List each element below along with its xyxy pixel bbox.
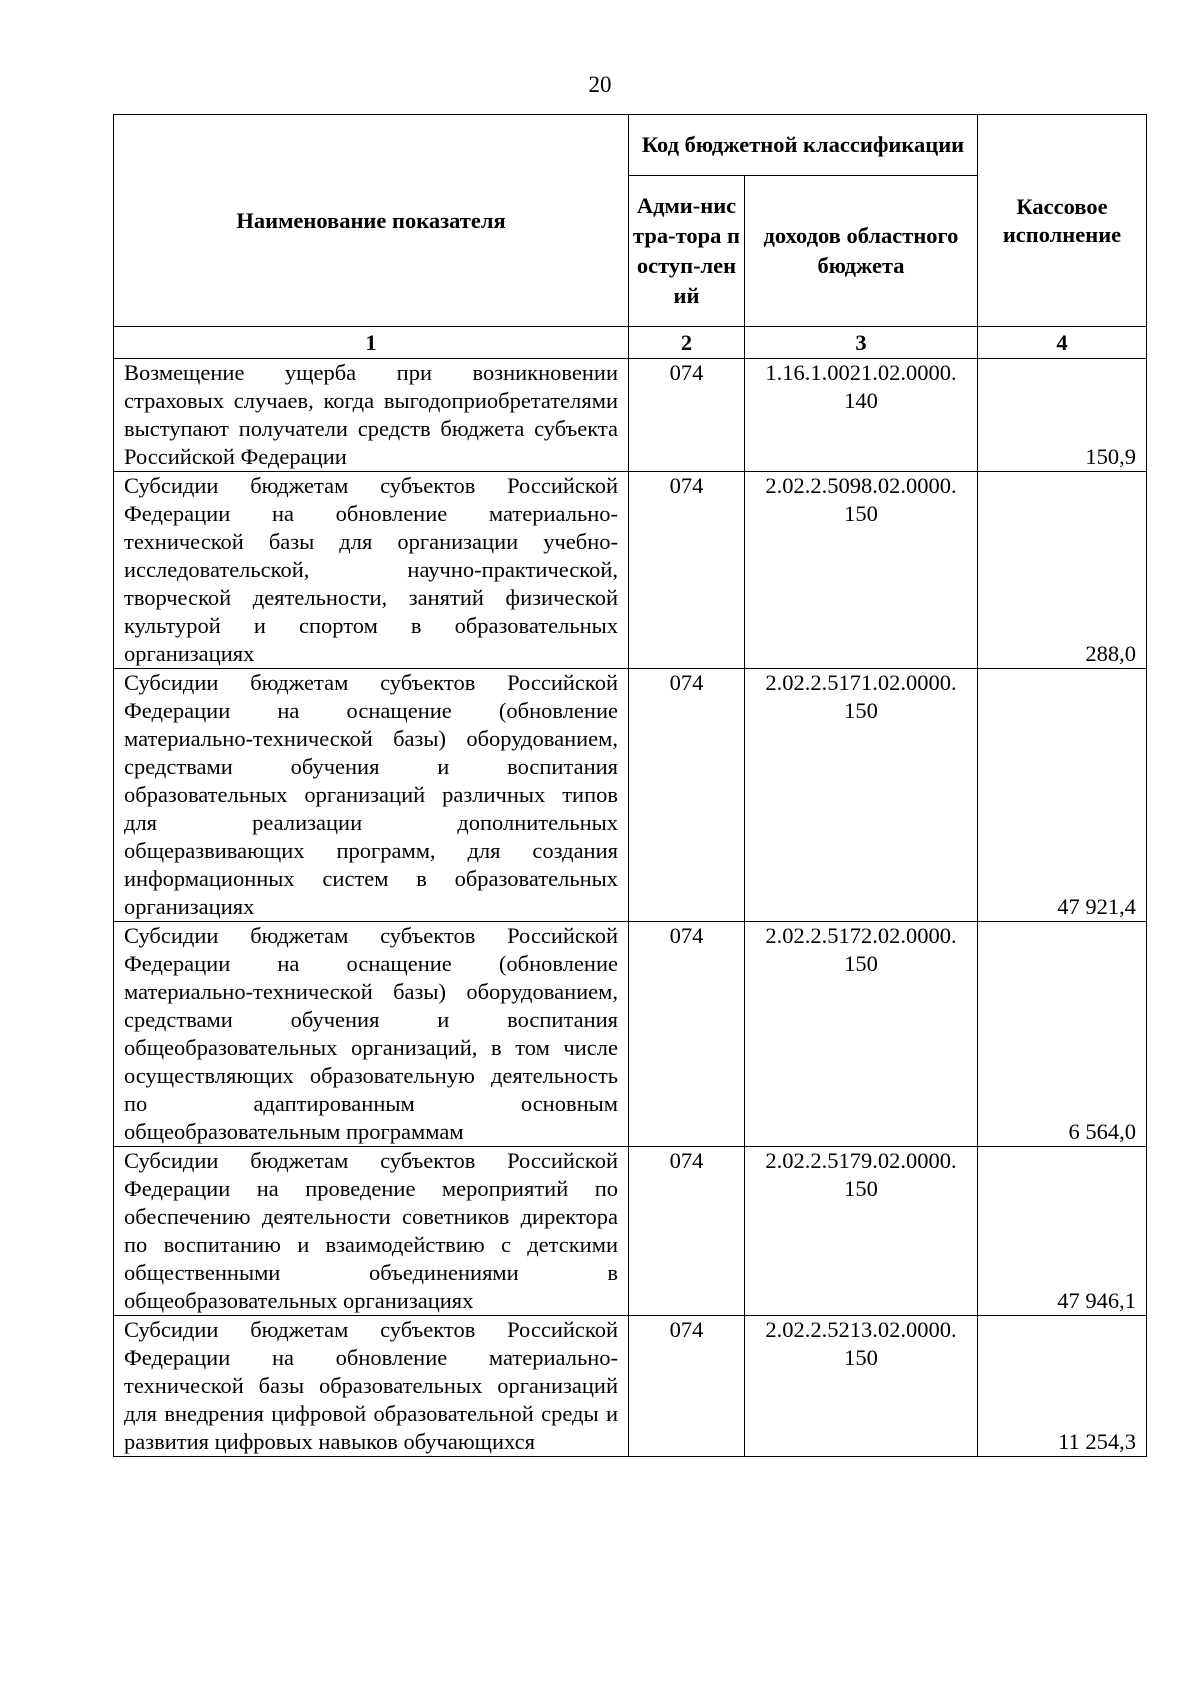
- row-income-code-part: 1.16.1.0021.02.0000.: [765, 360, 957, 385]
- row-income-code: [745, 359, 978, 472]
- row-name: Возмещение ущерба при возникновении страховых случаев, когда выгодоприобретателями выступают получатели средств бюджета субъекта Российской Федерации: [114, 359, 629, 472]
- row-amount: 47 946,1: [978, 1147, 1147, 1316]
- table-row: [114, 1316, 1147, 1457]
- header-name: Наименование показателя: [114, 115, 629, 327]
- row-income-code-part: 2.02.2.5213.02.0000.: [765, 1317, 957, 1342]
- row-name: Субсидии бюджетам субъектов Российской Федерации на оснащение (обновление материально-технической базы) оборудованием, средствами обучения и воспитания образовательных организаций различных типов для реализации дополнительных общеразвивающих программ, для создания информационных систем в образовательных организациях: [114, 669, 629, 922]
- column-number: 3: [745, 327, 978, 359]
- column-numbers-row: [114, 327, 1147, 359]
- row-admin-code: 074: [629, 1316, 745, 1457]
- row-name: Субсидии бюджетам субъектов Российской Федерации на проведение мероприятий по обеспечению деятельности советников директора по воспитанию и взаимодействию с детскими общественными объединениями в общеобразовательных организациях: [114, 1147, 629, 1316]
- row-income-code: [745, 472, 978, 669]
- row-amount: 6 564,0: [978, 922, 1147, 1147]
- row-income-code: [745, 1316, 978, 1457]
- table-row: [114, 472, 1147, 669]
- row-income-code: [745, 669, 978, 922]
- row-income-code-suffix: 150: [844, 951, 878, 976]
- row-income-code-suffix: 150: [844, 698, 878, 723]
- table-row: [114, 1147, 1147, 1316]
- row-income-code-suffix: 140: [844, 388, 878, 413]
- row-income-code-suffix: 150: [844, 1176, 878, 1201]
- row-income-code: [745, 1147, 978, 1316]
- header-income: доходов областного бюджета: [745, 176, 978, 327]
- row-income-code: [745, 922, 978, 1147]
- page-number: 20: [588, 72, 612, 97]
- row-income-code-suffix: 150: [844, 1345, 878, 1370]
- table-row: [114, 922, 1147, 1147]
- row-income-code-suffix: 150: [844, 501, 878, 526]
- column-number: 4: [978, 327, 1147, 359]
- row-admin-code: 074: [629, 669, 745, 922]
- row-amount: 288,0: [978, 472, 1147, 669]
- row-income-code-part: 2.02.2.5179.02.0000.: [765, 1148, 957, 1173]
- header-admin: Адми-нистра-тора поступ-лений: [629, 176, 745, 327]
- row-income-code-part: 2.02.2.5098.02.0000.: [765, 473, 957, 498]
- table-row: [114, 359, 1147, 472]
- row-amount: 11 254,3: [978, 1316, 1147, 1457]
- row-income-code-part: 2.02.2.5172.02.0000.: [765, 923, 957, 948]
- row-admin-code: 074: [629, 472, 745, 669]
- row-name: Субсидии бюджетам субъектов Российской Федерации на оснащение (обновление материально-технической базы) оборудованием, средствами обучения и воспитания общеобразовательных организаций, в том числе осуществляющих образовательную деятельность по адаптированным основным общеобразовательным программам: [114, 922, 629, 1147]
- column-number: 2: [629, 327, 745, 359]
- row-name: Субсидии бюджетам субъектов Российской Федерации на обновление материально-технической базы для организации учебно-исследовательской, научно-практической, творческой деятельности, занятий физической культурой и спортом в образовательных организациях: [114, 472, 629, 669]
- row-name: Субсидии бюджетам субъектов Российской Федерации на обновление материально-технической базы образовательных организаций для внедрения цифровой образовательной среды и развития цифровых навыков обучающихся: [114, 1316, 629, 1457]
- row-admin-code: 074: [629, 922, 745, 1147]
- header-amount: Кассовое исполнение: [978, 115, 1147, 327]
- row-admin-code: 074: [629, 359, 745, 472]
- budget-table: [113, 114, 1147, 1457]
- column-number: 1: [114, 327, 629, 359]
- row-admin-code: 074: [629, 1147, 745, 1316]
- row-amount: 150,9: [978, 359, 1147, 472]
- row-income-code-part: 2.02.2.5171.02.0000.: [765, 670, 957, 695]
- row-amount: 47 921,4: [978, 669, 1147, 922]
- table-row: [114, 669, 1147, 922]
- header-budget-code: Код бюджетной классификации: [629, 115, 978, 176]
